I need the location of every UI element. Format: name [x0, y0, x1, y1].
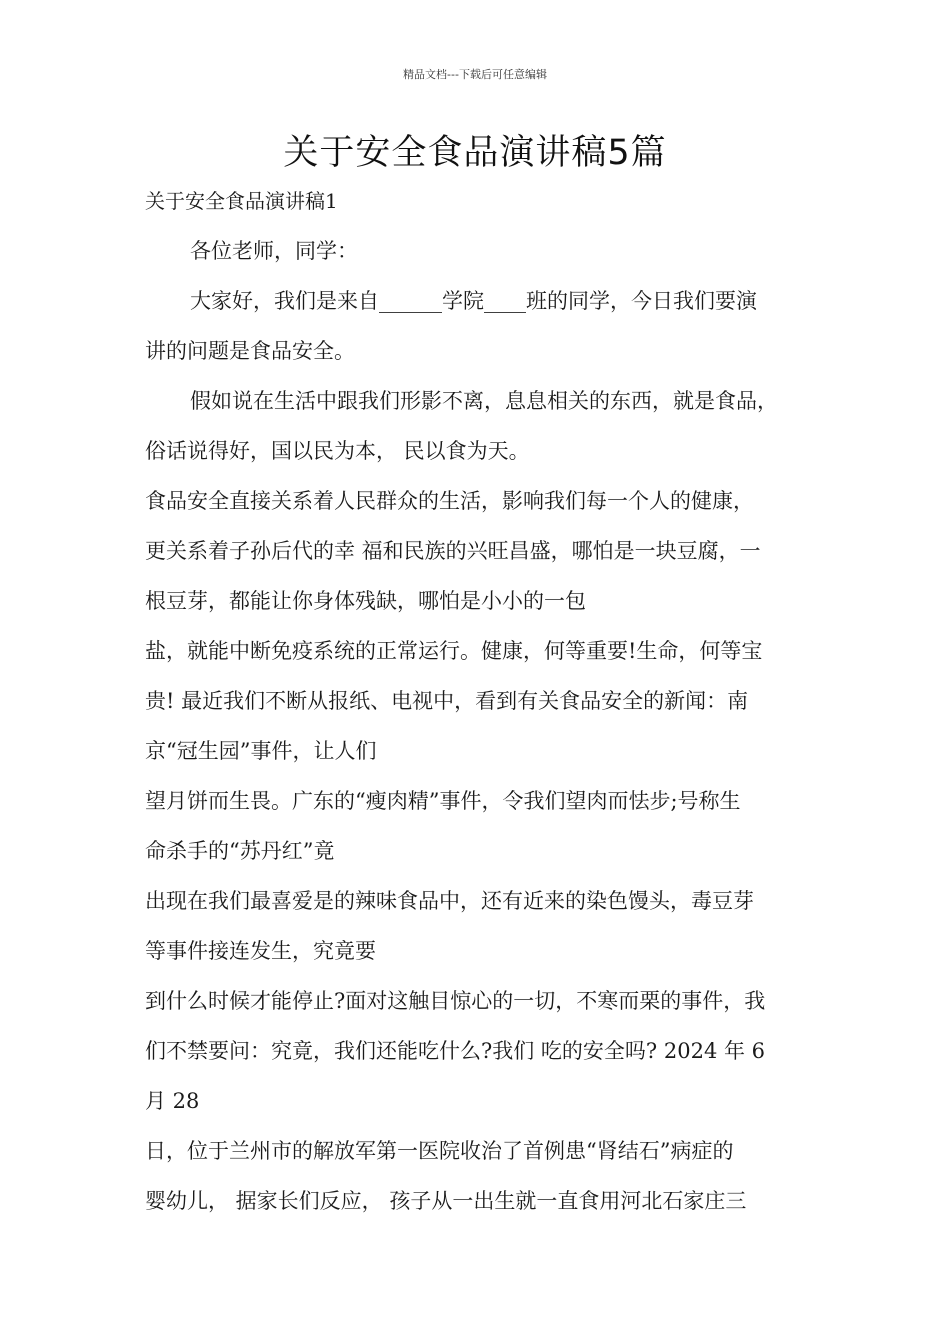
- section-subtitle: 关于安全食品演讲稿1: [145, 189, 338, 213]
- document-title: 关于安全食品演讲稿5篇: [283, 133, 667, 173]
- paragraph-line: 盐，就能中断免疫系统的正常运行。健康，何等重要!生命，何等宝: [145, 639, 763, 663]
- header-note: 精品文档---下载后可任意编辑: [403, 68, 547, 81]
- paragraph-line: 等事件接连发生，究竟要: [145, 939, 376, 963]
- paragraph-line: 食品安全直接关系着人民群众的生活，影响我们每一个人的健康，: [145, 489, 754, 513]
- paragraph-line: 京“冠生园”事件，让人们: [145, 739, 377, 763]
- paragraph-line: 命杀手的“苏丹红”竟: [145, 839, 335, 863]
- paragraph-line: 到什么时候才能停止?面对这触目惊心的一切，不寒而栗的事件，我: [145, 989, 766, 1013]
- paragraph-line: 日，位于兰州市的解放军第一医院收治了首例患“肾结石”病症的: [145, 1139, 734, 1163]
- paragraph-line: 婴幼儿， 据家长们反应， 孩子从一出生就一直食用河北石家庄三: [145, 1189, 747, 1213]
- paragraph-line: 俗话说得好，国以民为本， 民以食为天。: [145, 439, 530, 463]
- paragraph-line: 更关系着子孙后代的幸 福和民族的兴旺昌盛，哪怕是一块豆腐，一: [145, 539, 761, 563]
- paragraph-line: 大家好，我们是来自______学院____班的同学，今日我们要演: [190, 289, 757, 313]
- paragraph-line: 们不禁要问：究竟，我们还能吃什么?我们 吃的安全吗? 2024 年 6: [145, 1039, 766, 1063]
- paragraph-line: 出现在我们最喜爱是的辣味食品中，还有近来的染色馒头，毒豆芽: [145, 889, 754, 913]
- paragraph-line: 望月饼而生畏。广东的“瘦肉精”事件，令我们望肉而怯步;号称生: [145, 789, 741, 813]
- paragraph-line: 讲的问题是食品安全。: [145, 339, 355, 363]
- paragraph-line: 假如说在生活中跟我们形影不离，息息相关的东西，就是食品，: [190, 389, 778, 413]
- paragraph-line: 月 28: [145, 1089, 200, 1113]
- paragraph-line: 各位老师，同学：: [190, 239, 358, 263]
- paragraph-line: 贵! 最近我们不断从报纸、电视中，看到有关食品安全的新闻：南: [145, 689, 749, 713]
- paragraph-line: 根豆芽，都能让你身体残缺，哪怕是小小的一包: [145, 589, 586, 613]
